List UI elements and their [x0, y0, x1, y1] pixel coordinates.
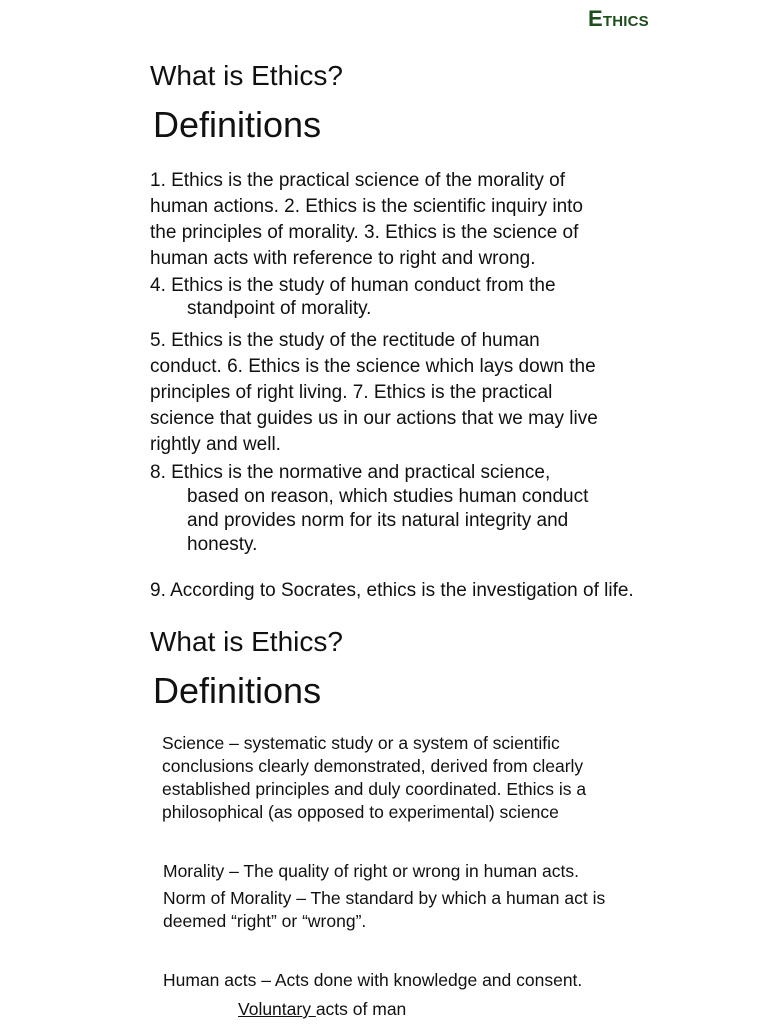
- morality-definition: [163, 860, 579, 883]
- voluntary-rest: acts of man: [315, 999, 407, 1019]
- text-line: science that guides us in our actions that we may live: [150, 408, 598, 429]
- text-line: philosophical (as opposed to experimental) science: [162, 802, 559, 822]
- section2-heading: Definitions: [153, 670, 322, 711]
- text-line: [238, 998, 406, 1021]
- text-line-indented: honesty.: [187, 534, 258, 555]
- definitions-paragraph-5: [150, 578, 634, 604]
- text-line: human actions. 2. Ethics is the scientific inquiry into: [150, 196, 583, 217]
- voluntary-underlined: Voluntary: [238, 999, 316, 1019]
- text-line: Norm of Morality – The standard by which a human act is: [163, 888, 606, 908]
- text-line: conduct. 6. Ethics is the science which lays down the: [150, 356, 596, 377]
- text-line: principles of right living. 7. Ethics is the practical: [150, 382, 553, 403]
- text-line: 4. Ethics is the study of human conduct from the: [150, 275, 556, 296]
- section1-heading: Definitions: [153, 104, 322, 145]
- definitions-paragraph-1: [150, 168, 583, 272]
- text-line: Morality – The quality of right or wrong in human acts.: [163, 861, 579, 881]
- text-line: 5. Ethics is the study of the rectitude of human: [150, 330, 540, 351]
- text-line: human acts with reference to right and wrong.: [150, 248, 536, 269]
- page-header-title: Ethics: [588, 6, 649, 31]
- science-definition: [162, 732, 586, 824]
- text-line: deemed “right” or “wrong”.: [163, 911, 367, 931]
- text-line: the principles of morality. 3. Ethics is the science of: [150, 222, 579, 243]
- section1-question: What is Ethics?: [150, 60, 343, 91]
- voluntary-acts-line: [238, 998, 406, 1021]
- text-line-indented: standpoint of morality.: [187, 298, 372, 319]
- human-acts-definition: [163, 969, 582, 992]
- text-line: 8. Ethics is the normative and practical science,: [150, 462, 551, 483]
- text-line: Science – systematic study or a system of scientific: [162, 733, 560, 753]
- definitions-paragraph-4: [150, 461, 588, 557]
- text-line: conclusions clearly demonstrated, derived from clearly: [162, 756, 584, 776]
- section2-question: What is Ethics?: [150, 626, 343, 657]
- text-line: established principles and duly coordinated. Ethics is a: [162, 779, 587, 799]
- text-line-indented: based on reason, which studies human conduct: [187, 486, 589, 507]
- text-line-indented: and provides norm for its natural integrity and: [187, 510, 569, 531]
- text-line: rightly and well.: [150, 434, 281, 455]
- text-line: Human acts – Acts done with knowledge and consent.: [163, 970, 583, 990]
- text-line: 1. Ethics is the practical science of the morality of: [150, 170, 566, 191]
- norm-of-morality-definition: [163, 887, 605, 933]
- definitions-paragraph-2: [150, 274, 556, 320]
- definitions-paragraph-3: [150, 328, 598, 458]
- text-line: 9. According to Socrates, ethics is the investigation of life.: [150, 580, 634, 601]
